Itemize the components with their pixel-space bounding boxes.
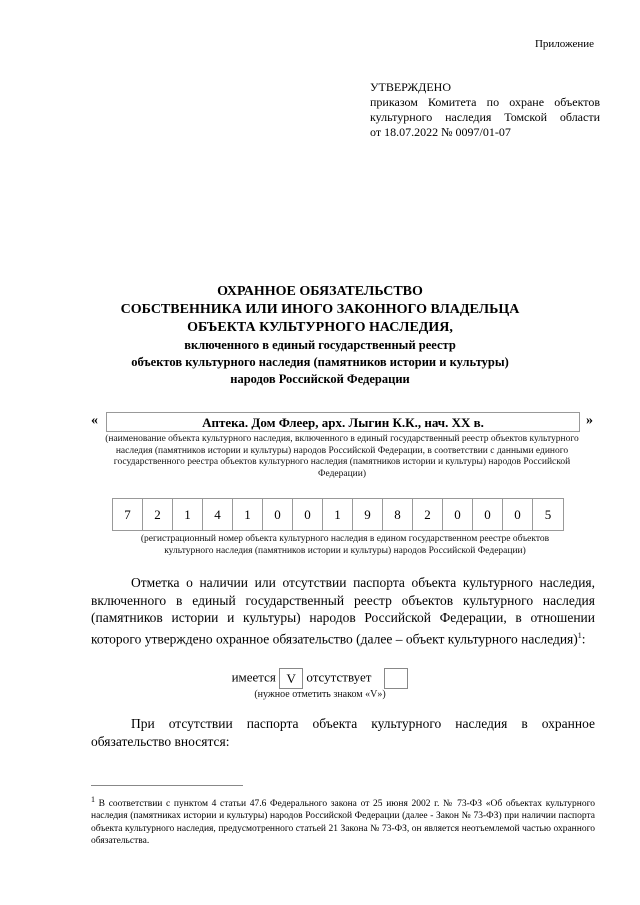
approval-heading: УТВЕРЖДЕНО (370, 80, 452, 94)
passport-note-paragraph (91, 574, 595, 648)
checkbox-hint: (нужное отметить знаком «V») (254, 689, 386, 700)
footnote-text: В соответствии с пунктом 4 статьи 47.6 Федерального закона от 25 июня 2002 г. № 73-ФЗ «Об объектах культурного наследия (памятниках истории и культуры) народов Российской Федерации (далее - Закон № 73-ФЗ) при наличии паспорта объекта культурного наследия, предусмотренного статьей 21 Закона № 73-ФЗ, он является неотъемлемой частью охранного обязательства. (91, 799, 595, 846)
registration-digit-cell: 7 (113, 499, 143, 530)
footnote-separator (91, 785, 243, 786)
registration-digit-cell: 5 (544, 507, 552, 522)
registration-digit-cell: 0 (263, 499, 293, 530)
passport-note-end: : (581, 631, 586, 646)
footnote-ref: 1 (577, 630, 582, 640)
footnote-mark: 1 (91, 795, 95, 804)
registration-digit-cell: 1 (323, 499, 353, 530)
passport-note-text: Отметка о наличии или отсутствии паспорта объекта культурного наследия, включенного в единый государственный реестр объектов культурного наследия (памятников истории и культуры) народов Российской Федерации, в отношении которого утверждено охранное обязательство (далее – объект культурного наследия) (91, 575, 595, 646)
registration-digit-cell: 2 (143, 499, 173, 530)
registration-number-grid (112, 498, 564, 531)
title-line-5: объектов культурного наследия (памятников истории и культуры) (131, 355, 509, 369)
approval-block (370, 80, 600, 140)
registration-digit-cell: 1 (173, 499, 203, 530)
approval-line-2: культурного наследия Томской области (370, 110, 600, 124)
registration-digit-cell: 0 (503, 499, 533, 530)
registration-digit-cell: 4 (203, 499, 233, 530)
registration-digit-cell: 1 (233, 499, 263, 530)
title-line-4: включенного в единый государственный реестр (184, 338, 456, 352)
absent-passport-label: отсутствует (306, 669, 372, 685)
object-name-field: Аптека. Дом Флеер, арх. Лыгин К.К., нач. XX в. (106, 412, 580, 432)
appendix-label: Приложение (534, 38, 594, 50)
title-line-3: ОБЪЕКТА КУЛЬТУРНОГО НАСЛЕДИЯ, (187, 320, 453, 335)
registration-digit-cell: 0 (443, 499, 473, 530)
has-passport-checkbox[interactable]: V (279, 668, 303, 689)
has-passport-label: имеется (231, 669, 276, 685)
registration-digit-cell: 0 (293, 499, 323, 530)
open-quote: « (91, 413, 98, 428)
absence-paragraph: При отсутствии паспорта объекта культурного наследия в охранное обязательство вносятся: (91, 716, 595, 749)
document-title (0, 283, 640, 388)
registration-digit-cell: 0 (473, 499, 503, 530)
title-line-6: народов Российской Федерации (230, 372, 410, 386)
registration-digit-cell: 2 (413, 499, 443, 530)
object-name-caption: (наименование объекта культурного наследия, включенного в единый государственный реестр объектов культурного наследия (памятников истории и культуры) народов Российской Федерации, в соответствии с данными единого государственного реестра объектов культурного наследия (памятников истории и культуры) народов Российской Федерации) (105, 434, 579, 479)
approval-line-1: приказом Комитета по охране объектов (370, 95, 600, 109)
passport-checkbox-row (0, 668, 640, 689)
title-line-1: ОХРАННОЕ ОБЯЗАТЕЛЬСТВО (217, 284, 423, 299)
registration-digit-cell: 9 (353, 499, 383, 530)
approval-line-3: от 18.07.2022 № 0097/01-07 (370, 125, 511, 139)
title-line-2: СОБСТВЕННИКА ИЛИ ИНОГО ЗАКОННОГО ВЛАДЕЛЬЦА (120, 302, 520, 317)
registration-caption: (регистрационный номер объекта культурного наследия в едином государственном реестре объектов культурного наследия (памятников истории и культуры) народов Российской Федерации) (140, 534, 550, 556)
footnote (91, 794, 595, 847)
registration-digit-cell: 8 (383, 499, 413, 530)
close-quote: » (586, 413, 593, 428)
absent-passport-checkbox[interactable] (384, 668, 408, 689)
